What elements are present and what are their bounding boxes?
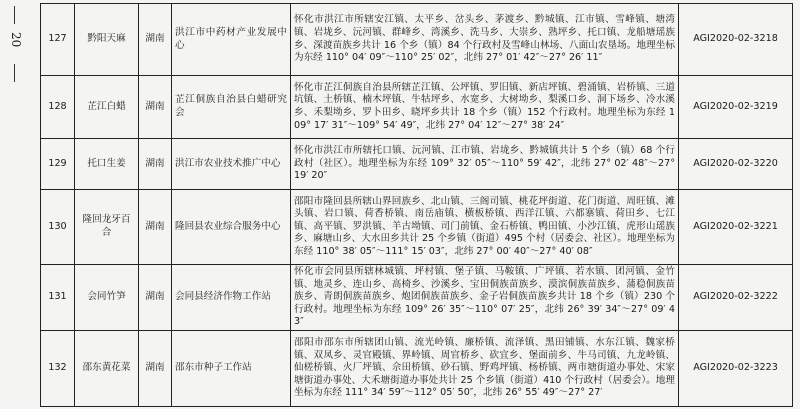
product-name: 托口生姜 [75, 139, 139, 190]
registration-code: AGI2020-02-3220 [679, 139, 793, 190]
protection-scope: 怀化市洪江市所辖托口镇、沅河镇、江市镇、岩垅乡、黔城镇共计 5 个乡（镇）68 个行政村（社区）。地理坐标为东经 109° 32′ 05″～110° 59′ 42″，北纬 27° 02′ 48″～27° 19′ 20″ [291, 139, 679, 190]
registration-code: AGI2020-02-3221 [679, 190, 793, 265]
protection-scope: 怀化市芷江侗族自治县所辖芷江镇、公坪镇、罗旧镇、新店坪镇、碧涌镇、岩桥镇、三道坑镇、土桥镇、楠木坪镇、牛牯坪乡、水宽乡、大树坳乡、梨溪口乡、洞下场乡、冷水溪乡、禾梨坳乡、罗卜田乡、晓坪乡共计 18 个乡（镇）152 个行政村。地理坐标为东经 109° 17′ 31″～109° 54′ 49″，北纬 27° 04′ 12″～27° 38′ 24″ [291, 76, 679, 139]
protection-scope: 邵阳市邵东市所辖团山镇、流光岭镇、廉桥镇、流泽镇、黑田铺镇、水东江镇、魏家桥镇、双凤乡、灵官殿镇、界岭镇、周官桥乡、砍宜乡、堡面前乡、牛马司镇、九龙岭镇、仙槎桥镇、火厂坪镇、佘田桥镇、砂石镇、野鸡坪镇、杨桥镇、两市塘街道办事处、宋家塘街道办事处、大禾塘街道办事处共计 25 个乡镇（街道）410 个行政村（居委会）。地理坐标为东经 111° 34′ 59″～112° 05′ 50″，北纬 26° 55′ 49″～27° 27′ [291, 330, 679, 406]
protection-scope: 怀化市会同县所辖林城镇、坪村镇、堡子镇、马鞍镇、广坪镇、若水镇、团河镇、金竹镇、地灵乡、连山乡、高椅乡、沙溪乡、宝田侗族苗族乡、漠滨侗族苗族乡、蒲稳侗族苗族乡、青朗侗族苗族乡、炮团侗族苗族乡、金子岩侗族苗族乡共计 18 个乡（镇）230 个行政村。地理坐标为东经 109° 26′ 35″～110° 07′ 25″，北纬 26° 39′ 34″～27° 09′ 43″ [291, 265, 679, 331]
applicant-unit: 洪江市中药材产业发展中心 [172, 4, 291, 76]
applicant-unit: 会同县经济作物工作站 [172, 265, 291, 331]
row-number: 130 [41, 190, 75, 265]
registration-code: AGI2020-02-3222 [679, 265, 793, 331]
table-row [41, 4, 793, 76]
page-number-marker [2, 0, 30, 100]
page-number-dash-bottom [14, 64, 15, 82]
applicant-unit: 芷江侗族自治县白蜡研究会 [172, 76, 291, 139]
product-name: 邵东黄花菜 [75, 330, 139, 406]
province: 湖南 [139, 265, 172, 331]
row-number: 127 [41, 4, 75, 76]
applicant-unit: 隆回县农业综合服务中心 [172, 190, 291, 265]
registration-code: AGI2020-02-3219 [679, 76, 793, 139]
province: 湖南 [139, 190, 172, 265]
gi-registry-table [40, 3, 793, 407]
row-number: 129 [41, 139, 75, 190]
page-number-dash-top [14, 6, 15, 24]
protection-scope: 邵阳市隆回县所辖山界回族乡、北山镇、三阁司镇、桃花坪街道、花门街道、周旺镇、滩头镇、岩口镇、荷香桥镇、南岳庙镇、横板桥镇、西洋江镇、六都寨镇、荷田乡、七江镇、高平镇、罗洪镇、羊古坳镇、司门前镇、金石桥镇、鸭田镇、小沙江镇、虎形山瑶族乡、麻塘山乡、大水田乡共计 25 个乡镇（街道）495 个村（居委会、社区）。地理坐标为东经 110° 38′ 05″～111° 15′ 03″，北纬 27° 00′ 40″～27° 40′ 08″ [291, 190, 679, 265]
product-name: 会同竹笋 [75, 265, 139, 331]
province: 湖南 [139, 139, 172, 190]
registration-code: AGI2020-02-3223 [679, 330, 793, 406]
applicant-unit: 洪江市农业技术推广中心 [172, 139, 291, 190]
table-row [41, 190, 793, 265]
table-row [41, 76, 793, 139]
registration-code: AGI2020-02-3218 [679, 4, 793, 76]
product-name: 芷江白蜡 [75, 76, 139, 139]
product-name: 黔阳天麻 [75, 4, 139, 76]
row-number: 128 [41, 76, 75, 139]
page-number: 20 [9, 32, 23, 48]
row-number: 131 [41, 265, 75, 331]
product-name: 隆回龙牙百合 [75, 190, 139, 265]
protection-scope: 怀化市洪江市所辖安江镇、太平乡、岔头乡、茅渡乡、黔城镇、江市镇、雪峰镇、塘湾镇、岩垅乡、沅河镇、群峰乡、湾溪乡、洗马乡、大崇乡、熟坪乡、托口镇、龙船塘瑶族乡、深渡苗族乡共计 16 个乡（镇）84 个行政村及雪峰山林场、八面山农垦场。地理坐标为东经 110° 04′ 09″～110° 25′ 02″，北纬 27° 01′ 42″～27° 26′ 11″ [291, 4, 679, 76]
applicant-unit: 邵东市种子工作站 [172, 330, 291, 406]
province: 湖南 [139, 76, 172, 139]
table-row [41, 139, 793, 190]
table-row [41, 330, 793, 406]
province: 湖南 [139, 330, 172, 406]
province: 湖南 [139, 4, 172, 76]
table-row [41, 265, 793, 331]
row-number: 132 [41, 330, 75, 406]
